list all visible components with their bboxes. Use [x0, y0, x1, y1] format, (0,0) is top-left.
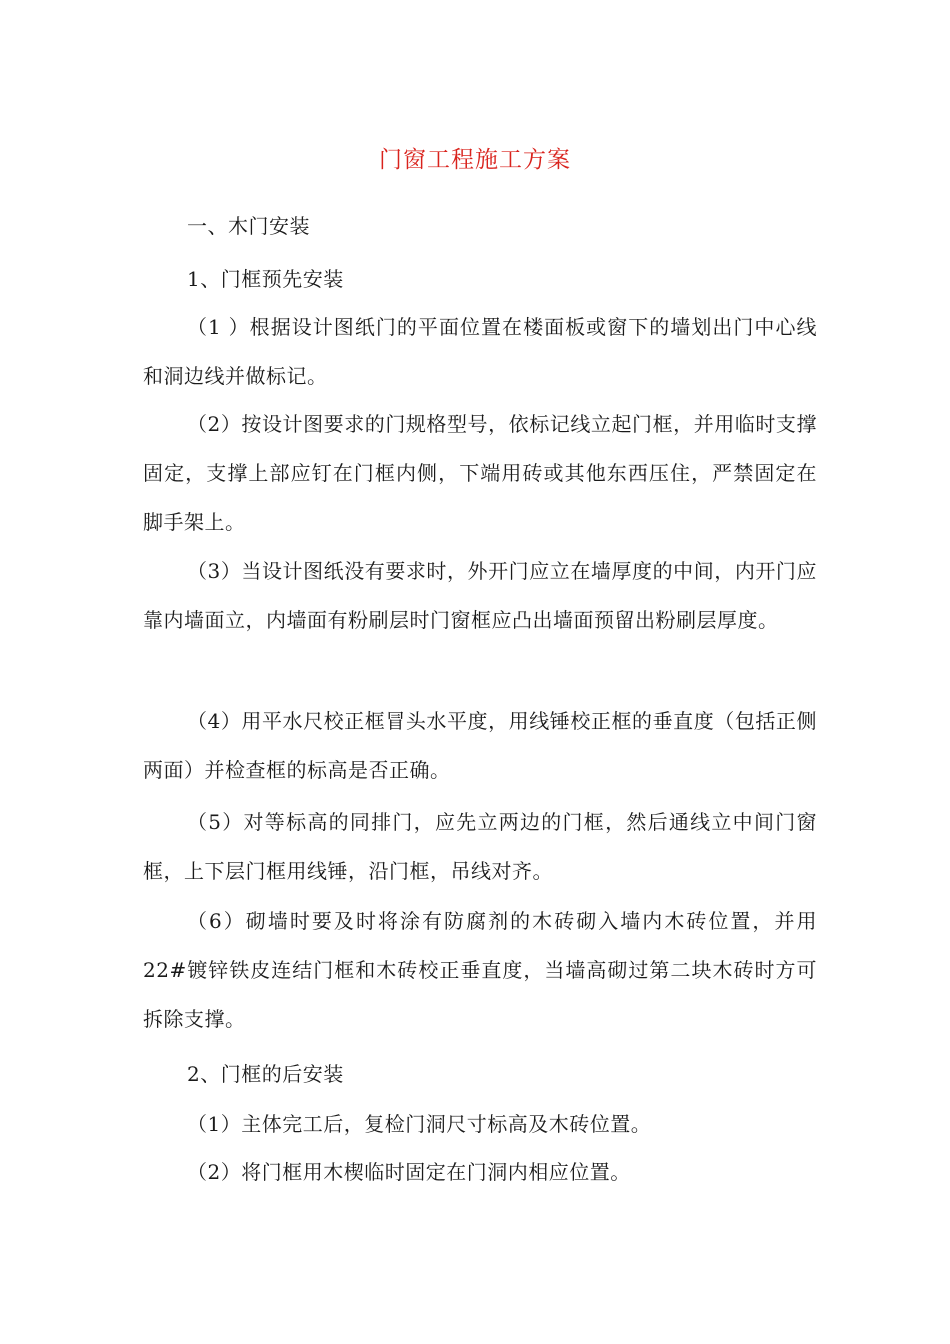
- paragraph-5: （5）对等标高的同排门，应先立两边的门框，然后通线立中间门窗框，上下层门框用线锤，沿门框，吊线对齐。: [143, 810, 817, 883]
- subsection-heading-1: 1、门框预先安装: [187, 267, 344, 291]
- paragraph-4: （4）用平水尺校正框冒头水平度，用线锤校正框的垂直度（包括正侧两面）并检查框的标高是否正确。: [143, 709, 817, 782]
- paragraph-6: （6）砌墙时要及时将涂有防腐剂的木砖砌入墙内木砖位置，并用22#镀锌铁皮连结门框和木砖校正垂直度，当墙高砌过第二块木砖时方可拆除支撑。: [143, 909, 817, 1031]
- paragraph-1: （1 ）根据设计图纸门的平面位置在楼面板或窗下的墙划出门中心线和洞边线并做标记。: [143, 315, 817, 388]
- paragraph-3: （3）当设计图纸没有要求时，外开门应立在墙厚度的中间，内开门应靠内墙面立，内墙面有粉刷层时门窗框应凸出墙面预留出粉刷层厚度。: [143, 559, 817, 632]
- subsection-heading-2: 2、门框的后安装: [187, 1062, 344, 1086]
- section-heading-1: 一、木门安装: [187, 214, 310, 238]
- paragraph-8: （2）将门框用木楔临时固定在门洞内相应位置。: [187, 1160, 631, 1184]
- document-title: 门窗工程施工方案: [379, 147, 571, 173]
- paragraph-7: （1）主体完工后，复检门洞尺寸标高及木砖位置。: [187, 1112, 652, 1136]
- paragraph-2: （2）按设计图要求的门规格型号，依标记线立起门框，并用临时支撑固定，支撑上部应钉在门框内侧，下端用砖或其他东西压住，严禁固定在脚手架上。: [143, 412, 817, 534]
